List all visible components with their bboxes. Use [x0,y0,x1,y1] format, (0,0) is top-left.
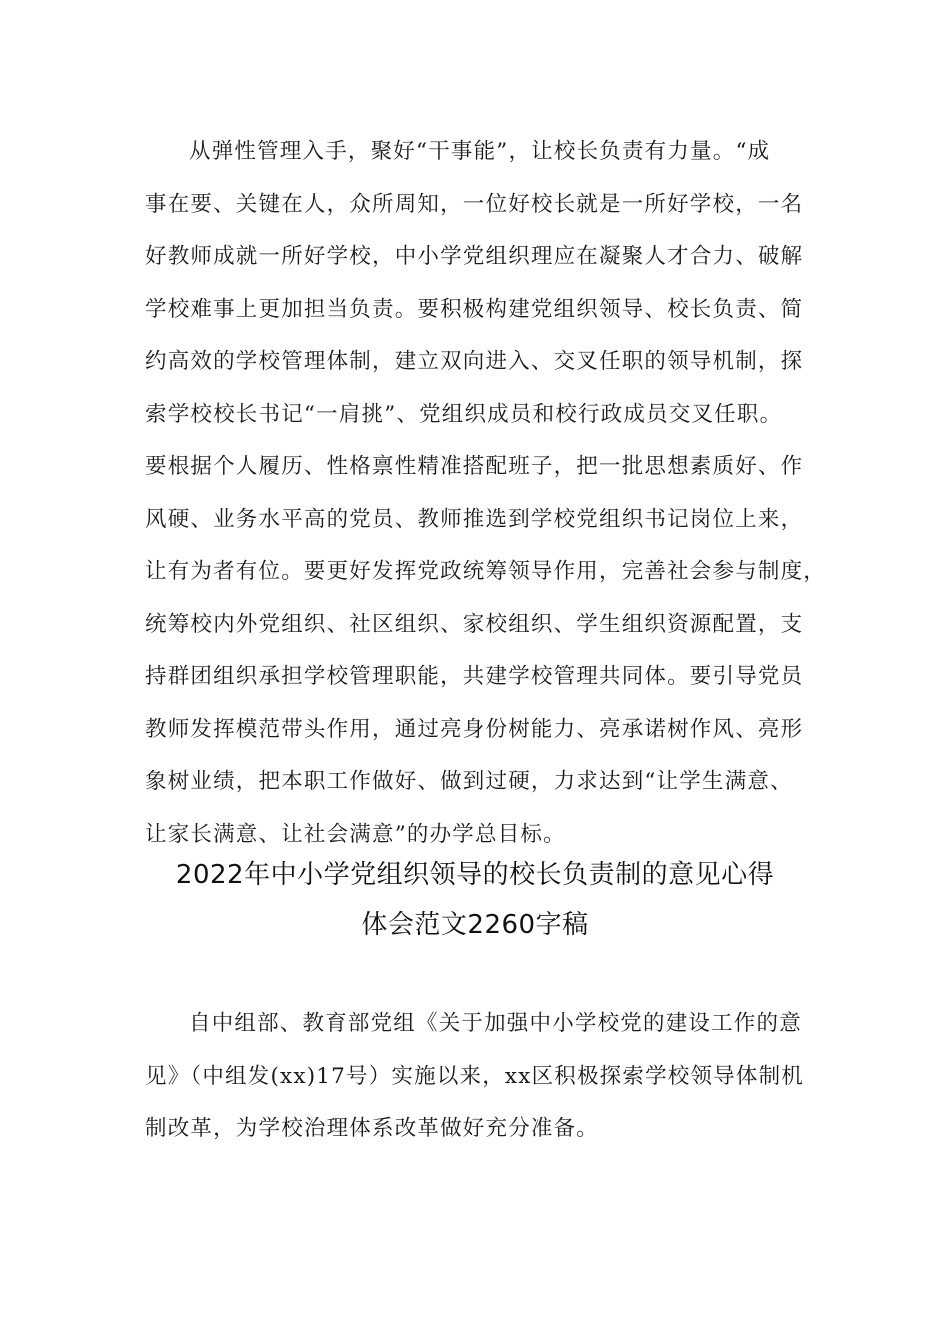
paragraph-line: 好教师成就一所好学校，中小学党组织理应在凝聚人才合力、破解 [145,244,804,269]
paragraph-line: 让有为者有位。要更好发挥党政统筹领导作用，完善社会参与制度， [145,559,827,584]
paragraph-line: 约高效的学校管理体制，建立双向进入、交叉任职的领导机制，探 [145,349,804,374]
paragraph-line: 制改革，为学校治理体系改革做好充分准备。 [145,1116,600,1141]
paragraph-line: 学校难事上更加担当负责。要积极构建党组织领导、校长负责、简 [145,296,804,322]
paragraph-line: 索学校校长书记“一肩挑”、党组织成员和校行政成员交叉任职。 [145,401,783,427]
title-line: 体会范文2260字稿 [361,910,589,940]
paragraph-line: 让家长满意、让社会满意”的办学总目标。 [145,821,566,847]
paragraph-line: 持群团组织承担学校管理职能，共建学校管理共同体。要引导党员 [145,664,804,689]
paragraph-line: 风硬、业务水平高的党员、教师推选到学校党组织书记岗位上来， [145,506,804,532]
paragraph-introduction [145,998,825,1156]
paragraph-line: 教师发挥模范带头作用，通过亮身份树能力、亮承诺树作风、亮形 [145,716,804,742]
paragraph-line: 要根据个人履历、性格禀性精准搭配班子，把一批思想素质好、作 [145,454,804,479]
paragraph-line: 自中组部、教育部党组《关于加强中小学校党的建设工作的意 [189,1011,802,1036]
paragraph-line: 象树业绩，把本职工作做好、做到过硬，力求达到“让学生满意、 [145,769,793,794]
paragraph-line: 从弹性管理入手，聚好“干事能”，让校长负责有力量。“成 [189,139,771,164]
title-line: 2022年中小学党组织领导的校长负责制的意见心得 [175,860,775,890]
document-title [0,850,950,950]
paragraph-school-management [145,126,825,861]
paragraph-line: 统筹校内外党组织、社区组织、家校组织、学生组织资源配置，支 [145,611,804,637]
paragraph-line: 事在要、关键在人，众所周知，一位好校长就是一所好学校，一名 [145,191,804,217]
paragraph-line: 见》（中组发(xx)17号）实施以来，xx区积极探索学校领导体制机 [145,1063,804,1089]
